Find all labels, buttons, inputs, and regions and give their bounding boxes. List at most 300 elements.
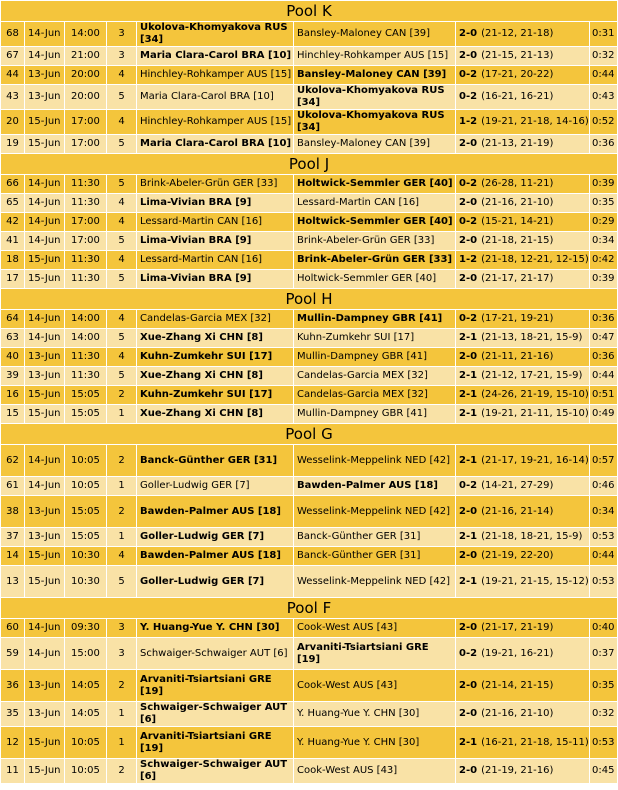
match-duration: 0:36	[590, 310, 618, 329]
match-result	[456, 619, 590, 638]
set-scores: (21-19, 22-20)	[481, 550, 554, 561]
match-date: 14-Jun	[25, 310, 65, 329]
match-date: 14-Jun	[25, 175, 65, 194]
match-duration: 0:36	[590, 348, 618, 367]
set-scores: (24-26, 21-19, 15-10)	[481, 389, 589, 400]
court-number: 5	[107, 566, 137, 598]
match-date: 14-Jun	[25, 619, 65, 638]
set-scores: (21-14, 21-15)	[481, 679, 554, 691]
set-scores: (21-16, 21-10)	[481, 708, 554, 719]
match-time: 10:05	[65, 477, 107, 496]
match-duration: 0:29	[590, 213, 618, 232]
team-1: Candelas-Garcia MEX [32]	[137, 310, 294, 329]
match-result	[456, 251, 590, 270]
match-result	[456, 445, 590, 477]
match-row	[1, 405, 618, 424]
match-date: 13-Jun	[25, 702, 65, 727]
match-time: 11:30	[65, 270, 107, 289]
match-id: 43	[1, 85, 25, 110]
set-scores: (17-21, 20-22)	[481, 69, 554, 80]
team-1: Hinchley-Rohkamper AUS [15]	[137, 66, 294, 85]
match-row	[1, 445, 618, 477]
team-1: Bawden-Palmer AUS [18]	[137, 496, 294, 528]
match-date: 15-Jun	[25, 547, 65, 566]
team-1: Kuhn-Zumkehr SUI [17]	[137, 386, 294, 405]
match-date: 14-Jun	[25, 232, 65, 251]
team-1: Goller-Ludwig GER [7]	[137, 528, 294, 547]
match-id: 13	[1, 566, 25, 598]
result-sets-score: 2-1	[459, 408, 478, 419]
match-time: 11:30	[65, 175, 107, 194]
result-sets-score: 2-0	[459, 50, 478, 61]
result-sets-score: 2-0	[459, 197, 478, 208]
match-row	[1, 638, 618, 670]
team-2: Cook-West AUS [43]	[294, 759, 456, 784]
match-id: 16	[1, 386, 25, 405]
result-sets-score: 2-0	[459, 679, 478, 691]
team-1: Kuhn-Zumkehr SUI [17]	[137, 348, 294, 367]
match-id: 61	[1, 477, 25, 496]
match-duration: 0:45	[590, 759, 618, 784]
match-duration: 0:53	[590, 727, 618, 759]
match-duration: 0:36	[590, 135, 618, 154]
match-id: 19	[1, 135, 25, 154]
team-2: Kuhn-Zumkehr SUI [17]	[294, 329, 456, 348]
team-2: Wesselink-Meppelink NED [42]	[294, 445, 456, 477]
match-time: 11:30	[65, 194, 107, 213]
match-id: 38	[1, 496, 25, 528]
match-result	[456, 270, 590, 289]
result-sets-score: 0-2	[459, 178, 478, 189]
match-id: 40	[1, 348, 25, 367]
court-number: 4	[107, 251, 137, 270]
set-scores: (21-13, 21-19)	[481, 138, 554, 149]
court-number: 5	[107, 85, 137, 110]
team-1: Arvaniti-Tsiartsiani GRE [19]	[137, 670, 294, 702]
match-date: 15-Jun	[25, 270, 65, 289]
team-2: Lessard-Martin CAN [16]	[294, 194, 456, 213]
match-result	[456, 175, 590, 194]
match-time: 17:00	[65, 232, 107, 251]
match-date: 15-Jun	[25, 727, 65, 759]
match-time: 20:00	[65, 66, 107, 85]
match-row	[1, 386, 618, 405]
match-time: 15:05	[65, 386, 107, 405]
match-row	[1, 619, 618, 638]
pool-header	[1, 424, 618, 445]
match-id: 18	[1, 251, 25, 270]
court-number: 4	[107, 213, 137, 232]
court-number: 3	[107, 47, 137, 66]
set-scores: (21-19, 21-16)	[481, 765, 554, 776]
match-row	[1, 670, 618, 702]
set-scores: (21-11, 21-16)	[481, 351, 554, 362]
team-2: Brink-Abeler-Grün GER [33]	[294, 251, 456, 270]
result-sets-score: 0-2	[459, 91, 478, 102]
match-date: 13-Jun	[25, 496, 65, 528]
team-2: Banck-Günther GER [31]	[294, 547, 456, 566]
match-date: 15-Jun	[25, 251, 65, 270]
match-duration: 0:44	[590, 66, 618, 85]
set-scores: (19-21, 21-11, 15-10)	[481, 408, 589, 419]
match-date: 13-Jun	[25, 348, 65, 367]
court-number: 5	[107, 367, 137, 386]
court-number: 5	[107, 175, 137, 194]
result-sets-score: 0-2	[459, 480, 478, 491]
court-number: 4	[107, 348, 137, 367]
team-1: Maria Clara-Carol BRA [10]	[137, 135, 294, 154]
match-duration: 0:51	[590, 386, 618, 405]
result-sets-score: 2-0	[459, 235, 478, 246]
match-duration: 0:53	[590, 528, 618, 547]
match-time: 10:05	[65, 445, 107, 477]
match-row	[1, 547, 618, 566]
pool-title: Pool J	[1, 154, 618, 175]
match-id: 59	[1, 638, 25, 670]
match-duration: 0:42	[590, 251, 618, 270]
match-id: 14	[1, 547, 25, 566]
match-date: 14-Jun	[25, 194, 65, 213]
match-time: 17:00	[65, 135, 107, 154]
match-id: 20	[1, 110, 25, 135]
court-number: 4	[107, 66, 137, 85]
match-id: 37	[1, 528, 25, 547]
team-1: Xue-Zhang Xi CHN [8]	[137, 329, 294, 348]
team-1: Hinchley-Rohkamper AUS [15]	[137, 110, 294, 135]
match-row	[1, 232, 618, 251]
court-number: 1	[107, 702, 137, 727]
team-2: Mullin-Dampney GBR [41]	[294, 310, 456, 329]
team-2: Cook-West AUS [43]	[294, 670, 456, 702]
match-date: 15-Jun	[25, 566, 65, 598]
match-result	[456, 47, 590, 66]
match-time: 14:05	[65, 702, 107, 727]
match-time: 10:05	[65, 727, 107, 759]
set-scores: (21-17, 21-17)	[481, 273, 554, 284]
match-duration: 0:57	[590, 445, 618, 477]
match-row	[1, 477, 618, 496]
match-date: 13-Jun	[25, 85, 65, 110]
result-sets-score: 2-0	[459, 622, 478, 633]
match-id: 17	[1, 270, 25, 289]
team-1: Schwaiger-Schwaiger AUT [6]	[137, 759, 294, 784]
team-2: Mullin-Dampney GBR [41]	[294, 405, 456, 424]
result-sets-score: 2-1	[459, 736, 478, 748]
team-2: Arvaniti-Tsiartsiani GRE [19]	[294, 638, 456, 670]
result-sets-score: 1-2	[459, 116, 478, 127]
match-row	[1, 110, 618, 135]
pool-header	[1, 154, 618, 175]
court-number: 5	[107, 329, 137, 348]
match-id: 68	[1, 22, 25, 47]
match-date: 14-Jun	[25, 47, 65, 66]
match-id: 62	[1, 445, 25, 477]
team-2: Mullin-Dampney GBR [41]	[294, 348, 456, 367]
result-sets-score: 2-1	[459, 531, 478, 542]
court-number: 5	[107, 232, 137, 251]
result-sets-score: 0-2	[459, 216, 478, 227]
match-time: 11:30	[65, 251, 107, 270]
match-duration: 0:47	[590, 329, 618, 348]
match-duration: 0:46	[590, 477, 618, 496]
result-sets-score: 2-1	[459, 575, 478, 587]
match-result	[456, 405, 590, 424]
team-2: Holtwick-Semmler GER [40]	[294, 270, 456, 289]
match-row	[1, 496, 618, 528]
set-scores: (21-12, 21-18)	[481, 28, 554, 39]
set-scores: (21-18, 12-21, 12-15)	[481, 254, 589, 265]
match-row	[1, 310, 618, 329]
team-2: Y. Huang-Yue Y. CHN [30]	[294, 702, 456, 727]
team-1: Lessard-Martin CAN [16]	[137, 213, 294, 232]
team-1: Lessard-Martin CAN [16]	[137, 251, 294, 270]
match-time: 11:30	[65, 367, 107, 386]
team-2: Bansley-Maloney CAN [39]	[294, 66, 456, 85]
match-time: 10:30	[65, 547, 107, 566]
match-result	[456, 670, 590, 702]
team-2: Ukolova-Khomyakova RUS [34]	[294, 85, 456, 110]
set-scores: (16-21, 21-18, 15-11)	[481, 736, 589, 748]
team-1: Lima-Vivian BRA [9]	[137, 270, 294, 289]
result-sets-score: 1-2	[459, 254, 478, 265]
team-2: Bansley-Maloney CAN [39]	[294, 22, 456, 47]
result-sets-score: 0-2	[459, 69, 478, 80]
match-row	[1, 47, 618, 66]
match-id: 66	[1, 175, 25, 194]
team-1: Ukolova-Khomyakova RUS [34]	[137, 22, 294, 47]
match-time: 10:30	[65, 566, 107, 598]
match-time: 14:00	[65, 329, 107, 348]
match-result	[456, 329, 590, 348]
team-2: Hinchley-Rohkamper AUS [15]	[294, 47, 456, 66]
match-id: 44	[1, 66, 25, 85]
court-number: 2	[107, 386, 137, 405]
team-2: Holtwick-Semmler GER [40]	[294, 175, 456, 194]
match-time: 11:30	[65, 348, 107, 367]
team-1: Xue-Zhang Xi CHN [8]	[137, 367, 294, 386]
team-1: Y. Huang-Yue Y. CHN [30]	[137, 619, 294, 638]
set-scores: (21-18, 21-15)	[481, 235, 554, 246]
court-number: 1	[107, 477, 137, 496]
match-row	[1, 66, 618, 85]
team-2: Bawden-Palmer AUS [18]	[294, 477, 456, 496]
set-scores: (26-28, 11-21)	[481, 178, 554, 189]
result-sets-score: 2-0	[459, 708, 478, 719]
match-row	[1, 329, 618, 348]
match-time: 09:30	[65, 619, 107, 638]
set-scores: (19-21, 21-18, 14-16)	[481, 116, 589, 127]
match-duration: 0:49	[590, 405, 618, 424]
court-number: 1	[107, 528, 137, 547]
court-number: 2	[107, 445, 137, 477]
match-duration: 0:43	[590, 85, 618, 110]
match-row	[1, 528, 618, 547]
pool-title: Pool K	[1, 1, 618, 22]
match-result	[456, 566, 590, 598]
match-row	[1, 175, 618, 194]
match-result	[456, 135, 590, 154]
match-date: 15-Jun	[25, 386, 65, 405]
team-1: Schwaiger-Schwaiger AUT [6]	[137, 638, 294, 670]
result-sets-score: 2-0	[459, 765, 478, 776]
match-result	[456, 702, 590, 727]
match-date: 13-Jun	[25, 670, 65, 702]
match-result	[456, 367, 590, 386]
match-id: 67	[1, 47, 25, 66]
match-date: 14-Jun	[25, 477, 65, 496]
pool-title: Pool H	[1, 289, 618, 310]
match-time: 17:00	[65, 213, 107, 232]
match-duration: 0:34	[590, 496, 618, 528]
team-1: Goller-Ludwig GER [7]	[137, 477, 294, 496]
set-scores: (17-21, 19-21)	[481, 313, 554, 324]
team-1: Lima-Vivian BRA [9]	[137, 232, 294, 251]
match-time: 17:00	[65, 110, 107, 135]
match-time: 15:00	[65, 638, 107, 670]
team-1: Banck-Günther GER [31]	[137, 445, 294, 477]
match-date: 14-Jun	[25, 213, 65, 232]
match-result	[456, 213, 590, 232]
match-id: 65	[1, 194, 25, 213]
match-duration: 0:53	[590, 566, 618, 598]
match-id: 36	[1, 670, 25, 702]
match-time: 15:05	[65, 405, 107, 424]
set-scores: (21-15, 21-13)	[481, 50, 554, 61]
match-row	[1, 270, 618, 289]
match-duration: 0:52	[590, 110, 618, 135]
match-result	[456, 22, 590, 47]
match-date: 15-Jun	[25, 405, 65, 424]
match-id: 35	[1, 702, 25, 727]
match-duration: 0:35	[590, 670, 618, 702]
match-date: 15-Jun	[25, 135, 65, 154]
match-duration: 0:34	[590, 232, 618, 251]
pool-title: Pool F	[1, 598, 618, 619]
match-id: 12	[1, 727, 25, 759]
set-scores: (19-21, 21-15, 15-12)	[481, 575, 589, 587]
team-2: Brink-Abeler-Grün GER [33]	[294, 232, 456, 251]
court-number: 1	[107, 405, 137, 424]
team-2: Holtwick-Semmler GER [40]	[294, 213, 456, 232]
match-row	[1, 251, 618, 270]
match-result	[456, 194, 590, 213]
match-row	[1, 85, 618, 110]
match-time: 21:00	[65, 47, 107, 66]
match-date: 13-Jun	[25, 528, 65, 547]
match-date: 15-Jun	[25, 110, 65, 135]
result-sets-score: 2-0	[459, 351, 478, 362]
set-scores: (19-21, 16-21)	[481, 647, 554, 659]
match-time: 14:00	[65, 22, 107, 47]
team-1: Bawden-Palmer AUS [18]	[137, 547, 294, 566]
result-sets-score: 2-0	[459, 28, 478, 39]
result-sets-score: 2-1	[459, 389, 478, 400]
court-number: 2	[107, 759, 137, 784]
match-time: 14:05	[65, 670, 107, 702]
set-scores: (21-16, 21-10)	[481, 197, 554, 208]
team-1: Lima-Vivian BRA [9]	[137, 194, 294, 213]
result-sets-score: 2-0	[459, 273, 478, 284]
set-scores: (21-17, 19-21, 16-14)	[481, 454, 589, 466]
team-2: Wesselink-Meppelink NED [42]	[294, 566, 456, 598]
match-result	[456, 85, 590, 110]
match-result	[456, 310, 590, 329]
match-result	[456, 638, 590, 670]
set-scores: (21-12, 17-21, 15-9)	[481, 370, 583, 381]
match-duration: 0:32	[590, 47, 618, 66]
pool-header	[1, 598, 618, 619]
match-date: 15-Jun	[25, 759, 65, 784]
court-number: 4	[107, 547, 137, 566]
match-time: 20:00	[65, 85, 107, 110]
team-1: Schwaiger-Schwaiger AUT [6]	[137, 702, 294, 727]
match-duration: 0:39	[590, 175, 618, 194]
result-sets-score: 2-0	[459, 550, 478, 561]
court-number: 1	[107, 727, 137, 759]
match-duration: 0:32	[590, 702, 618, 727]
match-result	[456, 110, 590, 135]
team-1: Maria Clara-Carol BRA [10]	[137, 85, 294, 110]
match-row	[1, 727, 618, 759]
team-1: Brink-Abeler-Grün GER [33]	[137, 175, 294, 194]
match-id: 11	[1, 759, 25, 784]
result-sets-score: 2-1	[459, 332, 478, 343]
match-time: 10:05	[65, 759, 107, 784]
result-sets-score: 2-0	[459, 138, 478, 149]
set-scores: (21-16, 21-14)	[481, 505, 554, 517]
team-2: Candelas-Garcia MEX [32]	[294, 386, 456, 405]
match-result	[456, 547, 590, 566]
court-number: 2	[107, 496, 137, 528]
court-number: 5	[107, 135, 137, 154]
match-date: 13-Jun	[25, 66, 65, 85]
team-2: Candelas-Garcia MEX [32]	[294, 367, 456, 386]
match-duration: 0:44	[590, 547, 618, 566]
match-id: 63	[1, 329, 25, 348]
match-row	[1, 702, 618, 727]
court-number: 4	[107, 310, 137, 329]
match-result	[456, 528, 590, 547]
match-row	[1, 22, 618, 47]
match-row	[1, 194, 618, 213]
court-number: 4	[107, 194, 137, 213]
pool-header	[1, 1, 618, 22]
match-row	[1, 367, 618, 386]
match-result	[456, 496, 590, 528]
court-number: 3	[107, 638, 137, 670]
match-duration: 0:37	[590, 638, 618, 670]
match-id: 60	[1, 619, 25, 638]
match-result	[456, 66, 590, 85]
set-scores: (21-17, 21-19)	[481, 622, 554, 633]
match-id: 15	[1, 405, 25, 424]
match-duration: 0:44	[590, 367, 618, 386]
match-row	[1, 348, 618, 367]
result-sets-score: 0-2	[459, 647, 478, 659]
match-result	[456, 727, 590, 759]
match-result	[456, 386, 590, 405]
team-2: Y. Huang-Yue Y. CHN [30]	[294, 727, 456, 759]
match-duration: 0:40	[590, 619, 618, 638]
court-number: 5	[107, 270, 137, 289]
team-2: Bansley-Maloney CAN [39]	[294, 135, 456, 154]
match-row	[1, 566, 618, 598]
result-sets-score: 0-2	[459, 313, 478, 324]
match-id: 64	[1, 310, 25, 329]
match-id: 42	[1, 213, 25, 232]
team-2: Wesselink-Meppelink NED [42]	[294, 496, 456, 528]
result-sets-score: 2-1	[459, 454, 478, 466]
